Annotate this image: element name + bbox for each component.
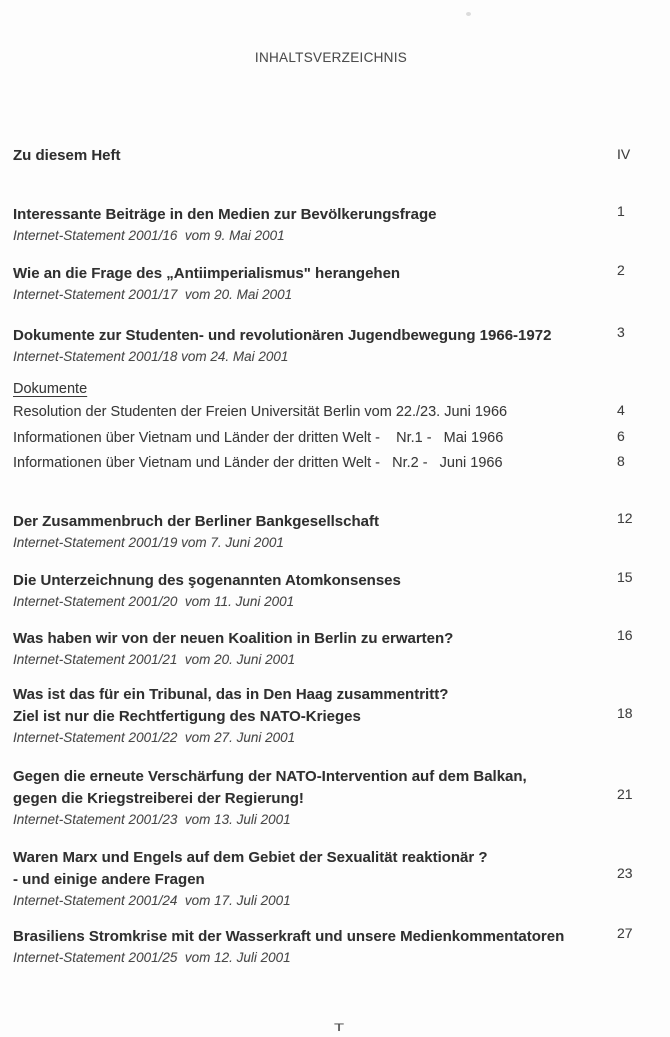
scan-artifact-speck [466, 12, 471, 16]
page-number: 4 [617, 402, 625, 418]
entry-title: Gegen die erneute Verschärfung der NATO-Intervention auf dem Balkan, [13, 768, 527, 785]
page-number: 3 [617, 324, 625, 340]
page-number: 15 [617, 569, 633, 585]
document-item-text: Resolution der Studenten der Freien Universität Berlin vom 22./23. Juni 1966 [13, 404, 508, 420]
toc-entry [13, 263, 657, 303]
entry-title: Der Zusammenbruch der Berliner Bankgesellschaft [13, 513, 379, 530]
entry-title: Die Unterzeichnung des şogenannten Atomkonsenses [13, 572, 401, 589]
footer-crop-mark: T [334, 1022, 345, 1034]
entry-title: Interessante Beiträge in den Medien zur Bevölkerungsfrage [13, 206, 437, 223]
toc-entry [13, 684, 657, 746]
page-number: 23 [617, 865, 633, 881]
page-title: INHALTSVERZEICHNIS [254, 50, 408, 65]
page-number: 1 [617, 203, 625, 219]
toc-entry [13, 570, 657, 610]
document-item [13, 454, 657, 472]
document-item-text: Informationen über Vietnam und Länder der dritten Welt - Nr.1 - Mai 1966 [13, 430, 504, 446]
toc-entry [13, 628, 657, 668]
entry-title: Waren Marx und Engels auf dem Gebiet der Sexualität reaktionär ? [13, 849, 488, 866]
page-number: 27 [617, 925, 633, 941]
entry-title-line2: gegen die Kriegstreiberei der Regierung! [13, 790, 304, 807]
entry-subtitle: Internet-Statement 2001/21 vom 20. Juni 2001 [13, 652, 296, 667]
entry-title: Wie an die Frage des „Antiimperialismus" herangehen [13, 265, 401, 282]
toc-entry [13, 847, 657, 909]
entry-subtitle: Internet-Statement 2001/20 vom 11. Juni 2001 [13, 594, 295, 609]
entry-subtitle: Internet-Statement 2001/18 vom 24. Mai 2001 [13, 349, 289, 364]
entry-subtitle: Internet-Statement 2001/22 vom 27. Juni 2001 [13, 730, 296, 745]
document-item-text: Informationen über Vietnam und Länder der dritten Welt - Nr.2 - Juni 1966 [13, 455, 503, 471]
entry-subtitle: Internet-Statement 2001/17 vom 20. Mai 2001 [13, 287, 293, 302]
entry-subtitle: Internet-Statement 2001/25 vom 12. Juli 2001 [13, 950, 291, 965]
page-number: 12 [617, 510, 633, 526]
document-item [13, 429, 657, 447]
toc-entry [13, 926, 657, 966]
toc-front-item [13, 147, 657, 165]
entry-title: Dokumente zur Studenten- und revolutionären Jugendbewegung 1966-1972 [13, 327, 552, 344]
page-number: 18 [617, 705, 633, 721]
document-item [13, 403, 657, 421]
front-item-label: Zu diesem Heft [13, 147, 121, 164]
toc-entry [13, 766, 657, 828]
entry-title: Brasiliens Stromkrise mit der Wasserkraft und unsere Medienkommentatoren [13, 928, 565, 945]
entry-title: Was ist das für ein Tribunal, das in Den Haag zusammentritt? [13, 686, 449, 703]
section-heading: Dokumente [13, 381, 88, 397]
entry-subtitle: Internet-Statement 2001/19 vom 7. Juni 2001 [13, 535, 284, 550]
page-number: 6 [617, 428, 625, 444]
page-number: 2 [617, 262, 625, 278]
toc-entry [13, 204, 657, 244]
entry-subtitle: Internet-Statement 2001/24 vom 17. Juli 2001 [13, 893, 291, 908]
page-number: IV [617, 146, 631, 162]
entry-title-line2: Ziel ist nur die Rechtfertigung des NATO-Krieges [13, 708, 361, 725]
entry-subtitle: Internet-Statement 2001/16 vom 9. Mai 2001 [13, 228, 285, 243]
page-number: 21 [617, 786, 633, 802]
page-number: 8 [617, 453, 625, 469]
entry-title-line2: - und einige andere Fragen [13, 871, 205, 888]
page-number: 16 [617, 627, 633, 643]
entry-title: Was haben wir von der neuen Koalition in Berlin zu erwarten? [13, 630, 454, 647]
toc-entry [13, 511, 657, 551]
entry-subtitle: Internet-Statement 2001/23 vom 13. Juli 2001 [13, 812, 291, 827]
toc-entry [13, 325, 657, 365]
